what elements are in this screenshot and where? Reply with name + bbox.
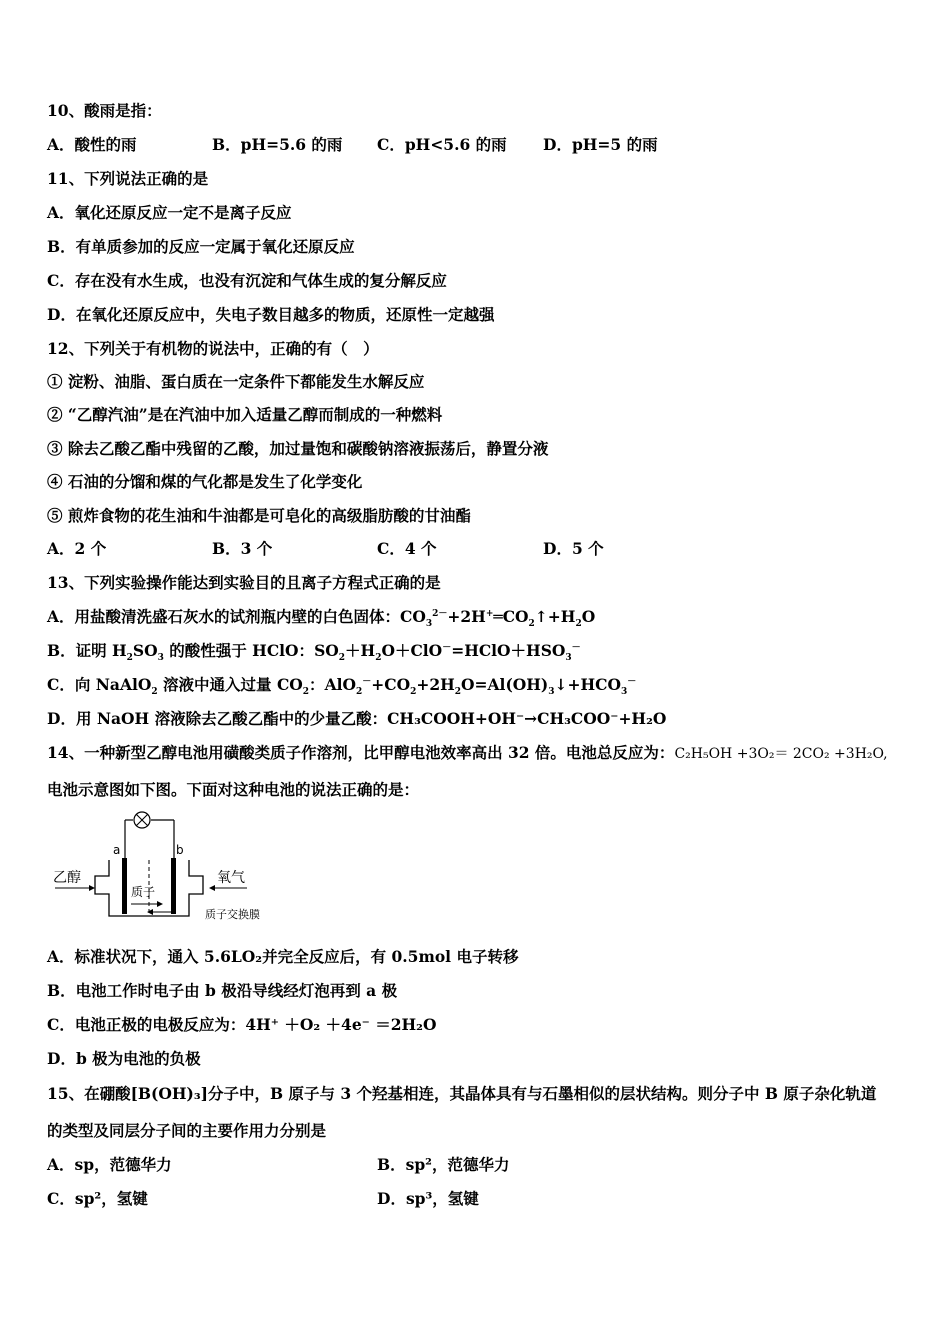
question-11-stem: 11、下列说法正确的是 bbox=[47, 169, 209, 188]
electrode-a bbox=[122, 858, 127, 914]
q15-option-b: B．sp²，范德华力 bbox=[377, 1155, 510, 1174]
q11-option-d: D．在氧化还原反应中，失电子数目越多的物质，还原性一定越强 bbox=[47, 305, 495, 324]
q12-option-c: C．4 个 bbox=[377, 539, 437, 558]
q12-option-a: A．2 个 bbox=[47, 539, 107, 558]
q14-option-a: A．标准状况下，通入 5.6LO₂并完全反应后，有 0.5mol 电子转移 bbox=[47, 947, 519, 966]
question-14-stem-line2: 电池示意图如下图。下面对这种电池的说法正确的是： bbox=[47, 780, 420, 799]
question-10-stem: 10、酸雨是指： bbox=[47, 101, 162, 120]
q11-option-c: C．存在没有水生成，也没有沉淀和气体生成的复分解反应 bbox=[47, 271, 447, 290]
q12-statement-3: ③ 除去乙酸乙酯中残留的乙酸，加过量饱和碳酸钠溶液振荡后，静置分液 bbox=[47, 439, 549, 458]
label-oxygen: 氧气 bbox=[217, 870, 245, 886]
question-15-stem-line2: 的类型及同层分子间的主要作用力分别是 bbox=[47, 1121, 327, 1140]
q12-statement-4: ④ 石油的分馏和煤的气化都是发生了化学变化 bbox=[47, 472, 363, 491]
q14-total-equation: C₂H₅OH +3O₂＝ 2CO₂ +3H₂O, bbox=[674, 746, 888, 762]
label-ethanol: 乙醇 bbox=[53, 870, 81, 886]
label-proton: 质子 bbox=[131, 885, 156, 899]
ethanol-cell-diagram bbox=[47, 808, 287, 928]
q14-option-d: D．b 极为电池的负极 bbox=[47, 1049, 201, 1068]
q12-statement-2: ② “乙醇汽油”是在汽油中加入适量乙醇而制成的一种燃料 bbox=[47, 405, 443, 424]
q10-option-c: C．pH<5.6 的雨 bbox=[377, 135, 507, 154]
q10-option-b: B．pH=5.6 的雨 bbox=[212, 135, 343, 154]
q13-option-a: A．用盐酸清洗盛石灰水的试剂瓶内壁的白色固体：$CO_3^{2-}+2H^+═CO_2↑+H_2O$ bbox=[47, 607, 596, 630]
q12-statement-5: ⑤ 煎炸食物的花生油和牛油都是可皂化的高级脂肪酸的甘油酯 bbox=[47, 506, 471, 525]
question-13-stem: 13、下列实验操作能达到实验目的且离子方程式正确的是 bbox=[47, 573, 441, 592]
label-b: b bbox=[176, 843, 184, 857]
q12-option-b: B．3 个 bbox=[212, 539, 273, 558]
membrane-pointer-arrow bbox=[147, 909, 153, 915]
q15-option-c: C．sp²，氢键 bbox=[47, 1189, 148, 1208]
question-12-stem: 12、下列关于有机物的说法中，正确的有（ ） bbox=[47, 339, 379, 358]
q14-option-b: B．电池工作时电子由 b 极沿导线经灯泡再到 a 极 bbox=[47, 981, 398, 1000]
q13-option-c: C．向 NaAlO$_2$ 溶液中通入过量 $CO_2$：$AlO_2^-+CO_2+2H_2O=Al(OH)_3↓+HCO_3^-$ bbox=[47, 675, 637, 698]
q13-option-b: B．证明 $H_2SO_3$ 的酸性强于 HClO：$SO_2+H_2O+ClO^-=HClO+HSO_3^-$ bbox=[47, 641, 581, 664]
q15-option-d: D．sp³，氢键 bbox=[377, 1189, 479, 1208]
q15-option-a: A．sp，范德华力 bbox=[47, 1155, 172, 1174]
question-14-stem-line1: 14、一种新型乙醇电池用磺酸类质子作溶剂，比甲醇电池效率高出 32 倍。电池总反应为：C₂H₅OH +3O₂＝ 2CO₂ +3H₂O, bbox=[47, 743, 888, 762]
q11-option-b: B．有单质参加的反应一定属于氧化还原反应 bbox=[47, 237, 355, 256]
q12-statement-1: ① 淀粉、油脂、蛋白质在一定条件下都能发生水解反应 bbox=[47, 372, 425, 391]
q10-option-a: A．酸性的雨 bbox=[47, 135, 137, 154]
q14-option-c: C．电池正极的电极反应为：4H⁺ ＋O₂ ＋4e⁻ ＝2H₂O bbox=[47, 1015, 437, 1034]
q13-option-d: D．用 NaOH 溶液除去乙酸乙酯中的少量乙酸：CH₃COOH+OH⁻→CH₃COO⁻+H₂O bbox=[47, 709, 667, 728]
electrode-b bbox=[171, 858, 176, 914]
label-membrane: 质子交换膜 bbox=[205, 908, 260, 921]
label-a: a bbox=[113, 843, 121, 857]
q10-option-d: D．pH=5 的雨 bbox=[543, 135, 658, 154]
q12-option-d: D．5 个 bbox=[543, 539, 604, 558]
question-15-stem-line1: 15、在硼酸[B(OH)₃]分子中，B 原子与 3 个羟基相连，其晶体具有与石墨相似的层状结构。则分子中 B 原子杂化轨道 bbox=[47, 1084, 877, 1103]
q11-option-a: A．氧化还原反应一定不是离子反应 bbox=[47, 203, 292, 222]
